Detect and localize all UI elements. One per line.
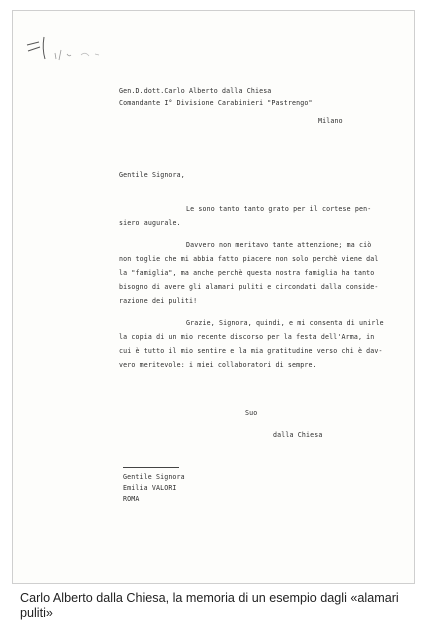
image-caption: Carlo Alberto dalla Chiesa, la memoria di un esempio dagli «alamari puliti» bbox=[20, 591, 399, 620]
body-line: siero augurale. bbox=[119, 219, 181, 227]
recipient-line2: Emilia VALORI bbox=[123, 484, 177, 492]
body-line: non toglie che mi abbia fatto piacere non solo perchè viene dal bbox=[119, 255, 379, 263]
letter-salutation: Gentile Signora, bbox=[119, 171, 185, 179]
body-line: cui è tutto il mio sentire e la mia gratitudine verso chi è dav- bbox=[119, 347, 383, 355]
recipient-line1: Gentile Signora bbox=[123, 473, 185, 481]
body-line: la copia di un mio recente discorso per la festa dell'Arma, in bbox=[119, 333, 375, 341]
recipient-line3: ROMA bbox=[123, 495, 140, 503]
body-line: Davvero non meritavo tante attenzione; ma ciò bbox=[186, 241, 372, 249]
letter-closing: Suo bbox=[245, 409, 258, 417]
letter-header-line1: Gen.D.dott.Carlo Alberto dalla Chiesa bbox=[119, 87, 272, 95]
letter-image bbox=[12, 10, 415, 584]
signature-divider bbox=[123, 467, 179, 468]
letter-header-line2: Comandante I° Divisione Carabinieri "Pastrengo" bbox=[119, 99, 313, 107]
letter-signature: dalla Chiesa bbox=[273, 431, 323, 439]
typewritten-letter bbox=[13, 11, 414, 583]
body-line: Grazie, Signora, quindi, e mi consenta di unirle bbox=[186, 319, 384, 327]
body-line: Le sono tanto tanto grato per il cortese pen- bbox=[186, 205, 372, 213]
letter-place: Milano bbox=[318, 117, 343, 125]
body-line: bisogno di avere gli alamari puliti e circondati dalla conside- bbox=[119, 283, 379, 291]
body-line: razione dei puliti! bbox=[119, 297, 198, 305]
body-line: la "famiglia", ma anche perchè questa nostra famiglia ha tanto bbox=[119, 269, 375, 277]
body-line: vero meritevole: i miei collaboratori di sempre. bbox=[119, 361, 317, 369]
